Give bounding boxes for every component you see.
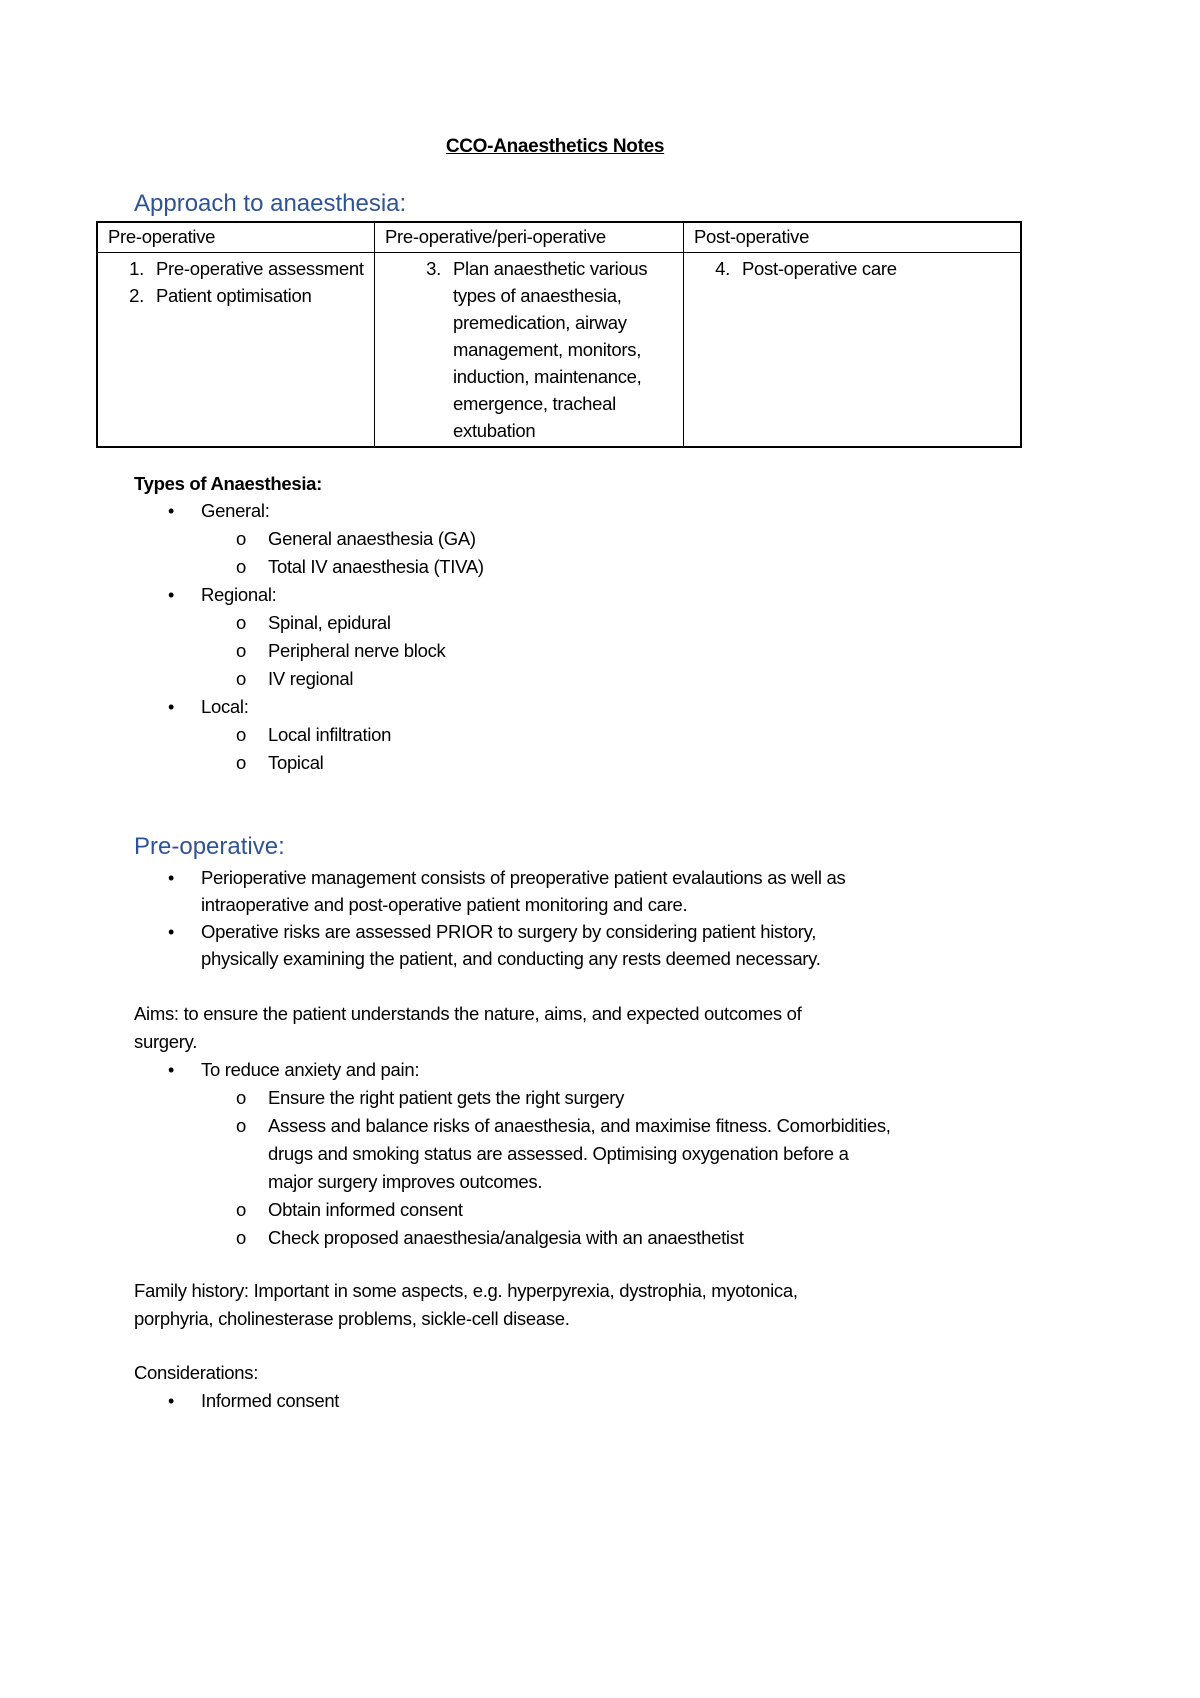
item-number: 2. bbox=[129, 285, 144, 306]
sub-bullet-icon: o bbox=[236, 640, 246, 661]
item-text: Patient optimisation bbox=[156, 285, 312, 306]
bullet-icon: • bbox=[168, 1060, 175, 1080]
column-header: Post-operative bbox=[684, 222, 1022, 253]
sub-list-item: IV regional bbox=[268, 668, 354, 689]
list-item: To reduce anxiety and pain: bbox=[201, 1059, 420, 1080]
sub-list-item: Total IV anaesthesia (TIVA) bbox=[268, 556, 484, 577]
sub-bullet-icon: o bbox=[236, 556, 246, 577]
sub-list-item: major surgery improves outcomes. bbox=[268, 1171, 543, 1192]
sub-list-item: Check proposed anaesthesia/analgesia with an anaesthetist bbox=[268, 1227, 744, 1248]
column-header: Pre-operative/peri-operative bbox=[375, 222, 684, 253]
item-number: 3. bbox=[426, 258, 441, 279]
paragraph-line: Perioperative management consists of preoperative patient evalautions as well as bbox=[201, 867, 846, 888]
sub-bullet-icon: o bbox=[236, 724, 246, 745]
aims-text: surgery. bbox=[134, 1031, 198, 1052]
sub-list-item: Spinal, epidural bbox=[268, 612, 391, 633]
list-item bbox=[108, 255, 364, 282]
approach-heading: Approach to anaesthesia: bbox=[134, 190, 407, 217]
bullet-icon: • bbox=[168, 501, 175, 521]
column-header: Pre-operative bbox=[97, 222, 375, 253]
document-title: CCO-Anaesthetics Notes bbox=[445, 136, 665, 157]
considerations-heading: Considerations: bbox=[134, 1362, 259, 1383]
list-item: General: bbox=[201, 500, 270, 521]
item-text: Plan anaesthetic various types of anaesthesia, premedication, airway management, monitors, induction, maintenance, emergence, tracheal extubation bbox=[453, 258, 648, 441]
list-item: Informed consent bbox=[201, 1390, 340, 1411]
bullet-icon: • bbox=[168, 697, 175, 717]
table-cell bbox=[684, 253, 1022, 448]
list-item bbox=[694, 255, 1010, 282]
sub-list-item: Ensure the right patient gets the right surgery bbox=[268, 1087, 625, 1108]
paragraph-line: intraoperative and post-operative patient monitoring and care. bbox=[201, 894, 688, 915]
table-cell bbox=[97, 253, 375, 448]
item-text: Post-operative care bbox=[742, 258, 897, 279]
table-cell bbox=[375, 253, 684, 448]
sub-bullet-icon: o bbox=[236, 612, 246, 633]
aims-text: Aims: to ensure the patient understands the nature, aims, and expected outcomes of bbox=[134, 1003, 802, 1024]
paragraph-line: Operative risks are assessed PRIOR to surgery by considering patient history, bbox=[201, 921, 817, 942]
sub-list-item: Local infiltration bbox=[268, 724, 392, 745]
approach-table bbox=[96, 221, 1022, 448]
sub-list-item: Topical bbox=[268, 752, 324, 773]
sub-bullet-icon: o bbox=[236, 1199, 246, 1220]
paragraph-line: physically examining the patient, and conducting any rests deemed necessary. bbox=[201, 948, 821, 969]
sub-bullet-icon: o bbox=[236, 668, 246, 689]
sub-bullet-icon: o bbox=[236, 752, 246, 773]
list-item: Local: bbox=[201, 696, 249, 717]
list-item: Regional: bbox=[201, 584, 277, 605]
sub-bullet-icon: o bbox=[236, 1227, 246, 1248]
sub-list-item: drugs and smoking status are assessed. Optimising oxygenation before a bbox=[268, 1143, 849, 1164]
bullet-icon: • bbox=[168, 1391, 175, 1411]
list-item bbox=[108, 282, 364, 309]
bullet-icon: • bbox=[168, 868, 175, 888]
family-history-text: porphyria, cholinesterase problems, sickle-cell disease. bbox=[134, 1308, 570, 1329]
item-text: Pre-operative assessment bbox=[156, 258, 364, 279]
sub-list-item: Obtain informed consent bbox=[268, 1199, 463, 1220]
bullet-icon: • bbox=[168, 585, 175, 605]
item-number: 4. bbox=[715, 258, 730, 279]
list-item bbox=[385, 255, 673, 444]
family-history-text: Family history: Important in some aspects, e.g. hyperpyrexia, dystrophia, myotonica, bbox=[134, 1280, 798, 1301]
sub-list-item: Assess and balance risks of anaesthesia, and maximise fitness. Comorbidities, bbox=[268, 1115, 891, 1136]
preop-heading: Pre-operative: bbox=[134, 833, 285, 860]
types-heading: Types of Anaesthesia: bbox=[134, 473, 323, 494]
sub-list-item: Peripheral nerve block bbox=[268, 640, 446, 661]
bullet-icon: • bbox=[168, 922, 175, 942]
sub-list-item: General anaesthesia (GA) bbox=[268, 528, 476, 549]
sub-bullet-icon: o bbox=[236, 1115, 246, 1136]
sub-bullet-icon: o bbox=[236, 1087, 246, 1108]
sub-bullet-icon: o bbox=[236, 528, 246, 549]
item-number: 1. bbox=[129, 258, 144, 279]
